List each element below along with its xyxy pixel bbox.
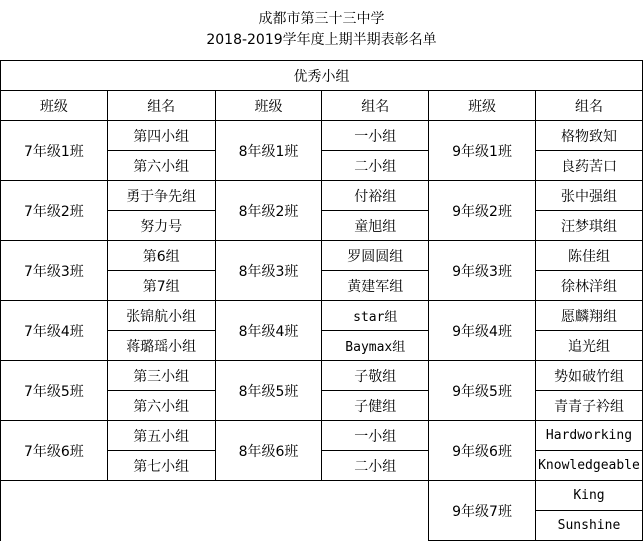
- group-cell: 二小组: [322, 451, 429, 481]
- class-cell: 8年级4班: [215, 301, 322, 361]
- class-cell: 7年级1班: [1, 121, 108, 181]
- empty-cell: [1, 481, 429, 541]
- class-cell: 9年级5班: [429, 361, 536, 421]
- table-row: [1, 361, 643, 391]
- class-cell: 9年级1班: [429, 121, 536, 181]
- group-cell: star组: [322, 301, 429, 331]
- group-cell: 第六小组: [107, 391, 215, 421]
- class-cell: 8年级6班: [215, 421, 322, 481]
- group-cell: 童旭组: [322, 211, 429, 241]
- table-row: [1, 181, 643, 211]
- table-row: [1, 121, 643, 151]
- table-row: [1, 241, 643, 271]
- group-cell: Knowledgeable: [535, 451, 642, 481]
- group-cell: 一小组: [322, 121, 429, 151]
- group-cell: 汪梦琪组: [535, 211, 642, 241]
- column-header: 班级: [215, 91, 322, 121]
- class-cell: 7年级5班: [1, 361, 108, 421]
- group-cell: 黄建军组: [322, 271, 429, 301]
- class-cell: 9年级2班: [429, 181, 536, 241]
- table-row: [1, 301, 643, 331]
- group-cell: 势如破竹组: [535, 361, 642, 391]
- group-cell: 第四小组: [107, 121, 215, 151]
- group-cell: 愿麟翔组: [535, 301, 642, 331]
- group-cell: King: [535, 481, 642, 511]
- group-cell: 第6组: [107, 241, 215, 271]
- group-cell: 张中强组: [535, 181, 642, 211]
- group-cell: 第五小组: [107, 421, 215, 451]
- group-cell: 子敬组: [322, 361, 429, 391]
- group-cell: 一小组: [322, 421, 429, 451]
- group-cell: 徐林洋组: [535, 271, 642, 301]
- class-cell: 8年级5班: [215, 361, 322, 421]
- school-title: 成都市第三十三中学: [258, 11, 385, 27]
- section-title: 优秀小组: [1, 61, 643, 91]
- class-cell: 7年级4班: [1, 301, 108, 361]
- group-cell: 勇于争先组: [107, 181, 215, 211]
- table-row: [1, 421, 643, 451]
- group-cell: 青青子衿组: [535, 391, 642, 421]
- class-cell: 8年级2班: [215, 181, 322, 241]
- column-header: 班级: [1, 91, 108, 121]
- group-cell: Sunshine: [535, 511, 642, 541]
- class-cell: 7年级2班: [1, 181, 108, 241]
- class-cell: 9年级3班: [429, 241, 536, 301]
- group-cell: 第六小组: [107, 151, 215, 181]
- class-cell: 7年级6班: [1, 421, 108, 481]
- group-cell: 罗圆圆组: [322, 241, 429, 271]
- group-cell: 子健组: [322, 391, 429, 421]
- header-row: [1, 91, 643, 121]
- group-cell: Hardworking: [535, 421, 642, 451]
- group-cell: 追光组: [535, 331, 642, 361]
- group-cell: 努力号: [107, 211, 215, 241]
- class-cell: 9年级6班: [429, 421, 536, 481]
- group-cell: Baymax组: [322, 331, 429, 361]
- class-cell: 8年级3班: [215, 241, 322, 301]
- group-cell: 良药苦口: [535, 151, 642, 181]
- group-cell: 陈佳组: [535, 241, 642, 271]
- class-cell: 7年级3班: [1, 241, 108, 301]
- award-table: [0, 60, 643, 541]
- column-header: 班级: [429, 91, 536, 121]
- column-header: 组名: [322, 91, 429, 121]
- group-cell: 付裕组: [322, 181, 429, 211]
- column-header: 组名: [107, 91, 215, 121]
- table-row: [1, 481, 643, 511]
- group-cell: 第七小组: [107, 451, 215, 481]
- group-cell: 第7组: [107, 271, 215, 301]
- class-cell: 8年级1班: [215, 121, 322, 181]
- column-header: 组名: [535, 91, 642, 121]
- group-cell: 张锦航小组: [107, 301, 215, 331]
- group-cell: 二小组: [322, 151, 429, 181]
- list-subtitle: 2018-2019学年度上期半期表彰名单: [206, 32, 437, 48]
- group-cell: 格物致知: [535, 121, 642, 151]
- class-cell: 9年级4班: [429, 301, 536, 361]
- group-cell: 第三小组: [107, 361, 215, 391]
- class-cell: 9年级7班: [429, 481, 536, 541]
- group-cell: 蒋璐瑶小组: [107, 331, 215, 361]
